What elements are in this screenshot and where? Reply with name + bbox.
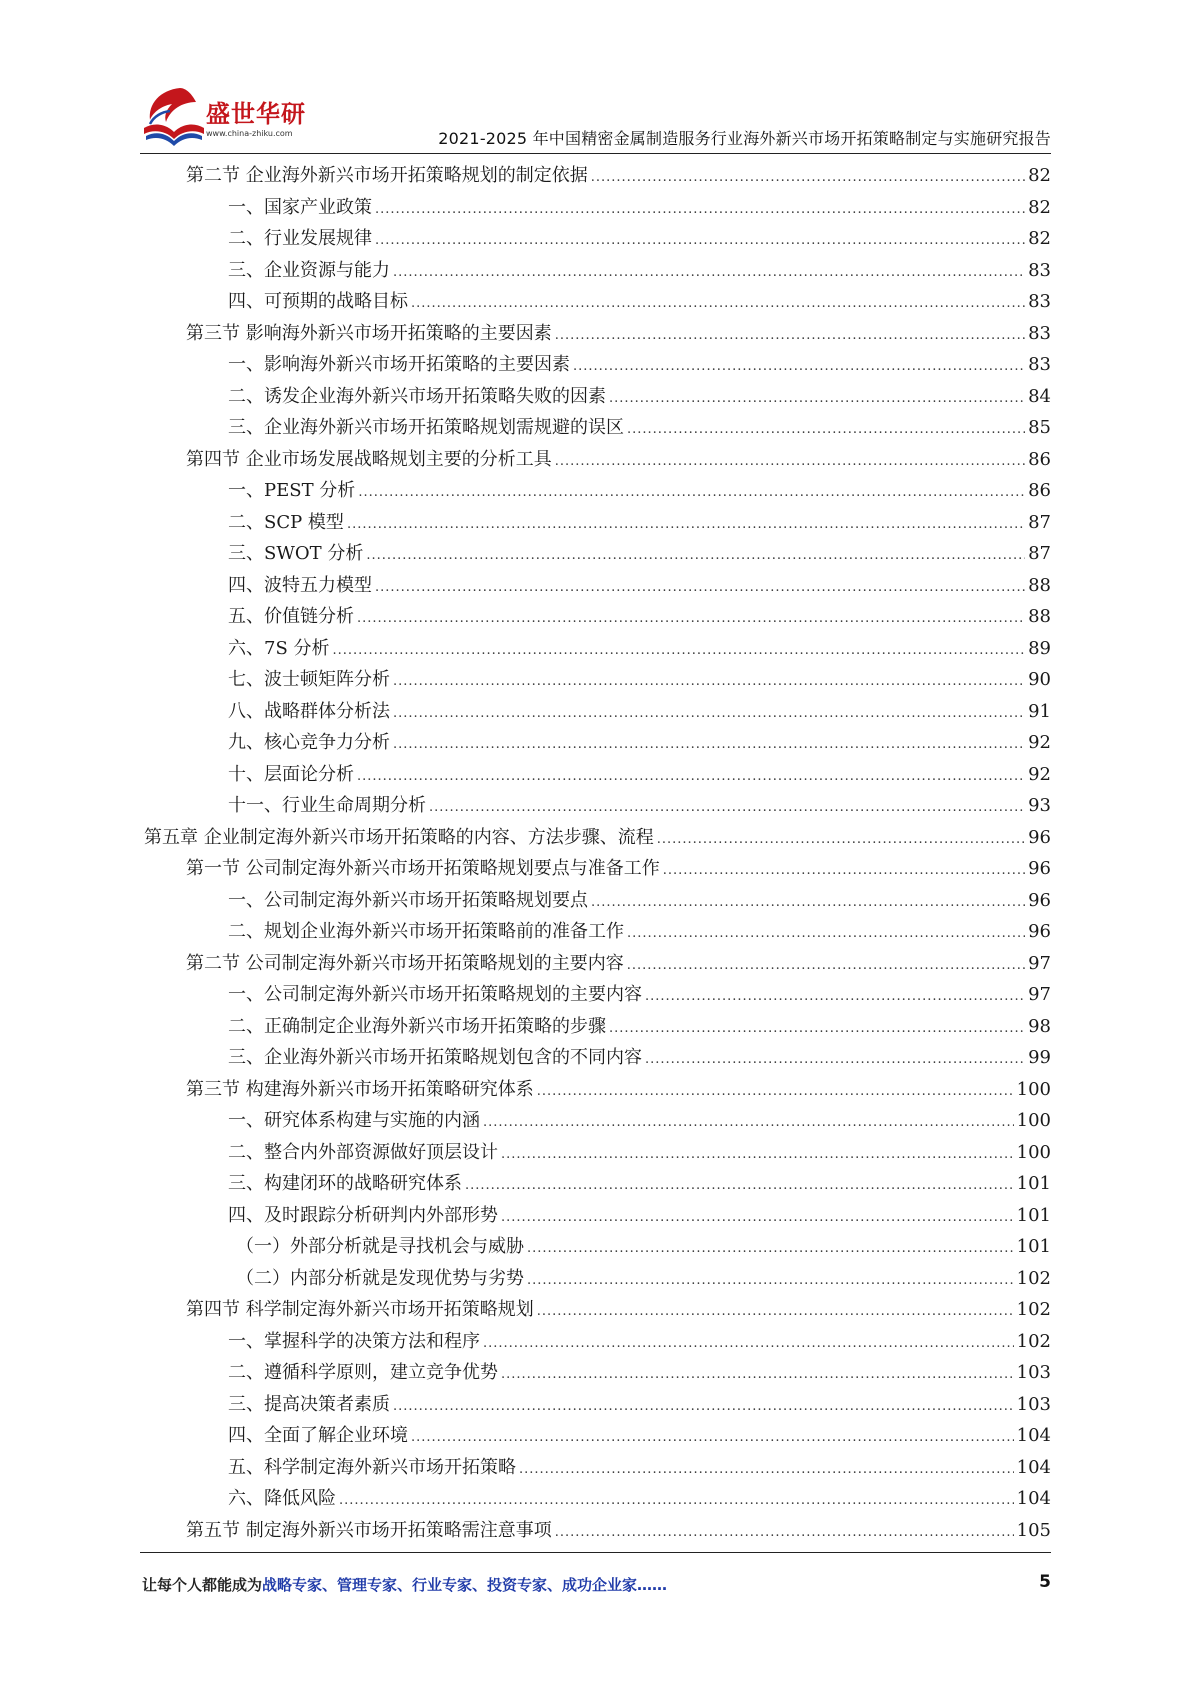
- toc-dot-leader: [519, 1462, 1014, 1477]
- toc-dot-leader: [393, 737, 1025, 752]
- toc-entry-label: （一）外部分析就是寻找机会与威胁: [236, 1236, 524, 1257]
- toc-entry-label: 三、企业海外新兴市场开拓策略规划包含的不同内容: [228, 1047, 642, 1068]
- toc-entry[interactable]: [140, 1358, 1051, 1390]
- toc-entry-page: 82: [1028, 196, 1051, 218]
- toc-entry-page: 104: [1016, 1488, 1051, 1509]
- toc-entry[interactable]: [140, 791, 1051, 823]
- toc-entry-label: 一、公司制定海外新兴市场开拓策略规划要点: [228, 889, 588, 911]
- toc-dot-leader: [627, 958, 1025, 973]
- toc-entry[interactable]: [140, 1043, 1051, 1075]
- toc-entry-label: 第五章 企业制定海外新兴市场开拓策略的内容、方法步骤、流程: [144, 826, 654, 848]
- toc-entry-label: 一、掌握科学的决策方法和程序: [228, 1330, 480, 1352]
- toc-entry-page: 104: [1016, 1456, 1051, 1478]
- toc-entry-page: 88: [1028, 606, 1051, 627]
- toc-entry[interactable]: [140, 980, 1051, 1012]
- toc-entry-page: 103: [1016, 1393, 1051, 1415]
- toc-entry-label: 三、构建闭环的战略研究体系: [228, 1173, 462, 1194]
- toc-entry-label: 第三节 影响海外新兴市场开拓策略的主要因素: [186, 322, 552, 344]
- toc-dot-leader: [609, 391, 1025, 406]
- toc-dot-leader: [657, 832, 1025, 847]
- toc-entry-page: 83: [1028, 291, 1051, 312]
- toc-entry-label: 第四节 企业市场发展战略规划主要的分析工具: [186, 448, 552, 470]
- toc-entry-page: 87: [1028, 511, 1051, 533]
- toc-dot-leader: [627, 926, 1025, 941]
- toc-entry-page: 85: [1028, 417, 1051, 438]
- toc-entry-page: 98: [1028, 1015, 1051, 1037]
- toc-entry-page: 103: [1016, 1362, 1051, 1383]
- toc-entry-label: 第三节 构建海外新兴市场开拓策略研究体系: [186, 1078, 534, 1100]
- toc-entry[interactable]: [140, 917, 1051, 949]
- toc-entry-label: 十一、行业生命周期分析: [228, 795, 426, 816]
- toc-entry-label: 三、企业资源与能力: [228, 259, 390, 281]
- toc-entry[interactable]: [140, 1169, 1051, 1201]
- toc-entry[interactable]: [140, 413, 1051, 445]
- toc-dot-leader: [555, 454, 1025, 469]
- toc-entry[interactable]: [140, 1012, 1051, 1044]
- toc-dot-leader: [393, 706, 1025, 721]
- toc-dot-leader: [663, 863, 1025, 878]
- book-swoosh-logo-icon: [140, 84, 210, 148]
- toc-entry-page: 100: [1016, 1110, 1051, 1131]
- toc-entry-page: 82: [1028, 165, 1051, 186]
- toc-entry-page: 86: [1028, 448, 1051, 470]
- toc-entry-page: 102: [1016, 1267, 1051, 1289]
- toc-entry-label: 五、价值链分析: [228, 606, 354, 627]
- toc-entry-page: 96: [1028, 921, 1051, 942]
- toc-entry[interactable]: [140, 193, 1051, 225]
- toc-entry[interactable]: [140, 1516, 1051, 1548]
- toc-dot-leader: [501, 1210, 1014, 1225]
- toc-dot-leader: [573, 359, 1025, 374]
- footer-slogan: [142, 1574, 667, 1595]
- toc-entry-label: 二、行业发展规律: [228, 228, 372, 249]
- toc-entry-page: 105: [1016, 1519, 1051, 1541]
- toc-dot-leader: [527, 1273, 1014, 1288]
- toc-entry[interactable]: [140, 319, 1051, 351]
- toc-dot-leader: [483, 1336, 1014, 1351]
- toc-dot-leader: [429, 800, 1025, 815]
- toc-dot-leader: [527, 1241, 1014, 1256]
- toc-dot-leader: [357, 769, 1025, 784]
- toc-entry-page: 91: [1028, 700, 1051, 722]
- toc-entry[interactable]: [140, 256, 1051, 288]
- toc-entry-label: 五、科学制定海外新兴市场开拓策略: [228, 1456, 516, 1478]
- toc-dot-leader: [357, 611, 1025, 626]
- toc-dot-leader: [555, 1525, 1014, 1540]
- toc-entry[interactable]: [140, 1264, 1051, 1296]
- toc-entry-page: 93: [1028, 795, 1051, 816]
- toc-entry-label: 第二节 公司制定海外新兴市场开拓策略规划的主要内容: [186, 952, 624, 974]
- toc-entry-page: 96: [1028, 889, 1051, 911]
- toc-entry-label: 八、战略群体分析法: [228, 700, 390, 722]
- toc-entry[interactable]: [140, 728, 1051, 760]
- toc-dot-leader: [501, 1367, 1014, 1382]
- toc-entry-label: 第二节 企业海外新兴市场开拓策略规划的制定依据: [186, 165, 588, 186]
- toc-entry[interactable]: [140, 697, 1051, 729]
- toc-entry-label: 九、核心竞争力分析: [228, 732, 390, 753]
- toc-dot-leader: [375, 202, 1025, 217]
- toc-dot-leader: [537, 1084, 1014, 1099]
- toc-entry[interactable]: [140, 949, 1051, 981]
- logo-brand-name: 盛世华研: [206, 100, 306, 128]
- toc-entry-label: 七、波士顿矩阵分析: [228, 669, 390, 690]
- toc-entry-page: 88: [1028, 574, 1051, 596]
- toc-entry-label: 第五节 制定海外新兴市场开拓策略需注意事项: [186, 1519, 552, 1541]
- toc-dot-leader: [393, 265, 1025, 280]
- toc-dot-leader: [555, 328, 1025, 343]
- toc-dot-leader: [645, 989, 1025, 1004]
- toc-entry-page: 97: [1028, 952, 1051, 974]
- slogan-highlight: 战略专家、管理专家、行业专家、投资专家、成功企业家……: [262, 1576, 668, 1594]
- toc-dot-leader: [501, 1147, 1014, 1162]
- toc-entry-label: 一、PEST 分析: [228, 480, 356, 501]
- toc-dot-leader: [347, 517, 1025, 532]
- toc-dot-leader: [393, 674, 1025, 689]
- toc-entry-label: 第一节 公司制定海外新兴市场开拓策略规划要点与准备工作: [186, 858, 660, 879]
- toc-dot-leader: [358, 485, 1025, 500]
- toc-dot-leader: [366, 548, 1025, 563]
- toc-entry-page: 104: [1016, 1425, 1051, 1446]
- toc-entry-label: 六、降低风险: [228, 1488, 336, 1509]
- toc-dot-leader: [375, 580, 1025, 595]
- toc-entry[interactable]: [140, 1453, 1051, 1485]
- toc-dot-leader: [627, 422, 1025, 437]
- toc-entry-page: 100: [1016, 1141, 1051, 1163]
- toc-entry-page: 86: [1028, 480, 1051, 501]
- toc-entry-page: 102: [1016, 1330, 1051, 1352]
- toc-entry-page: 83: [1028, 354, 1051, 375]
- header-divider: [140, 153, 1051, 154]
- toc-entry-page: 96: [1028, 826, 1051, 848]
- toc-entry[interactable]: [140, 161, 1051, 193]
- toc-entry[interactable]: [140, 224, 1051, 256]
- footer-divider: [140, 1552, 1051, 1553]
- toc-dot-leader: [411, 296, 1025, 311]
- toc-entry-page: 99: [1028, 1047, 1051, 1068]
- logo-url: www.china-zhiku.com: [206, 129, 293, 138]
- toc-dot-leader: [411, 1430, 1014, 1445]
- toc-dot-leader: [645, 1052, 1025, 1067]
- toc-entry[interactable]: [140, 445, 1051, 477]
- toc-dot-leader: [339, 1493, 1014, 1508]
- toc-dot-leader: [591, 170, 1025, 185]
- toc-dot-leader: [465, 1178, 1014, 1193]
- company-logo: [140, 84, 310, 148]
- toc-entry[interactable]: [140, 508, 1051, 540]
- toc-entry-page: 83: [1028, 322, 1051, 344]
- toc-entry-label: 一、影响海外新兴市场开拓策略的主要因素: [228, 354, 570, 375]
- toc-dot-leader: [333, 643, 1026, 658]
- toc-entry-page: 100: [1016, 1078, 1051, 1100]
- toc-entry[interactable]: [140, 1484, 1051, 1516]
- table-of-contents: [140, 161, 1051, 1547]
- toc-entry-page: 101: [1016, 1173, 1051, 1194]
- toc-entry[interactable]: [140, 1075, 1051, 1107]
- toc-entry[interactable]: [140, 476, 1051, 508]
- report-title: 2021-2025 年中国精密金属制造服务行业海外新兴市场开拓策略制定与实施研究报告: [438, 129, 1051, 148]
- toc-entry-label: 四、可预期的战略目标: [228, 291, 408, 312]
- toc-entry-page: 92: [1028, 763, 1051, 785]
- toc-dot-leader: [591, 895, 1025, 910]
- toc-entry-label: 二、SCP 模型: [228, 511, 344, 533]
- toc-entry-label: 二、整合内外部资源做好顶层设计: [228, 1141, 498, 1163]
- toc-entry-page: 101: [1016, 1204, 1051, 1226]
- toc-entry-label: 一、国家产业政策: [228, 196, 372, 218]
- toc-entry-label: 二、诱发企业海外新兴市场开拓策略失败的因素: [228, 385, 606, 407]
- toc-dot-leader: [375, 233, 1025, 248]
- toc-dot-leader: [609, 1021, 1025, 1036]
- toc-entry-label: 三、提高决策者素质: [228, 1393, 390, 1415]
- toc-entry-page: 87: [1028, 543, 1051, 564]
- toc-entry[interactable]: [140, 1327, 1051, 1359]
- toc-entry[interactable]: [140, 382, 1051, 414]
- toc-entry[interactable]: [140, 886, 1051, 918]
- toc-entry[interactable]: [140, 823, 1051, 855]
- toc-dot-leader: [393, 1399, 1014, 1414]
- toc-entry-label: 第四节 科学制定海外新兴市场开拓策略规划: [186, 1299, 534, 1320]
- toc-entry[interactable]: [140, 665, 1051, 697]
- toc-entry[interactable]: [140, 287, 1051, 319]
- toc-entry-label: 三、企业海外新兴市场开拓策略规划需规避的误区: [228, 417, 624, 438]
- toc-entry[interactable]: [140, 1201, 1051, 1233]
- toc-entry-page: 102: [1016, 1299, 1051, 1320]
- toc-entry[interactable]: [140, 1106, 1051, 1138]
- toc-entry-page: 83: [1028, 259, 1051, 281]
- toc-entry-page: 96: [1028, 858, 1051, 879]
- toc-entry-label: （二）内部分析就是发现优势与劣势: [236, 1267, 524, 1289]
- toc-entry[interactable]: [140, 854, 1051, 886]
- toc-entry-label: 一、研究体系构建与实施的内涵: [228, 1110, 480, 1131]
- toc-entry-page: 101: [1016, 1236, 1051, 1257]
- toc-entry[interactable]: [140, 1232, 1051, 1264]
- toc-entry[interactable]: [140, 1421, 1051, 1453]
- toc-entry[interactable]: [140, 571, 1051, 603]
- toc-entry-page: 97: [1028, 984, 1051, 1005]
- toc-entry-label: 四、波特五力模型: [228, 574, 372, 596]
- toc-entry-label: 四、全面了解企业环境: [228, 1425, 408, 1446]
- slogan-prefix: 让每个人都能成为: [142, 1576, 263, 1594]
- toc-entry-label: 二、正确制定企业海外新兴市场开拓策略的步骤: [228, 1015, 606, 1037]
- toc-entry[interactable]: [140, 1138, 1051, 1170]
- toc-entry[interactable]: [140, 1295, 1051, 1327]
- toc-entry-label: 四、及时跟踪分析研判内外部形势: [228, 1204, 498, 1226]
- toc-entry-label: 十、层面论分析: [228, 763, 354, 785]
- toc-entry[interactable]: [140, 539, 1051, 571]
- toc-entry-label: 三、SWOT 分析: [228, 543, 364, 564]
- toc-entry-label: 二、规划企业海外新兴市场开拓策略前的准备工作: [228, 921, 624, 942]
- toc-entry-page: 89: [1028, 637, 1051, 659]
- toc-entry-page: 92: [1028, 732, 1051, 753]
- toc-entry[interactable]: [140, 760, 1051, 792]
- toc-entry-page: 82: [1028, 228, 1051, 249]
- toc-entry-page: 84: [1028, 385, 1051, 407]
- toc-entry-label: 六、7S 分析: [228, 637, 330, 659]
- toc-entry-label: 二、遵循科学原则，建立竞争优势: [228, 1362, 498, 1383]
- toc-entry-page: 90: [1028, 669, 1051, 690]
- toc-entry[interactable]: [140, 602, 1051, 634]
- toc-dot-leader: [483, 1115, 1014, 1130]
- toc-entry[interactable]: [140, 350, 1051, 382]
- toc-entry[interactable]: [140, 1390, 1051, 1422]
- toc-entry[interactable]: [140, 634, 1051, 666]
- page-number: 5: [1039, 1572, 1051, 1592]
- toc-entry-label: 一、公司制定海外新兴市场开拓策略规划的主要内容: [228, 984, 642, 1005]
- toc-dot-leader: [537, 1304, 1014, 1319]
